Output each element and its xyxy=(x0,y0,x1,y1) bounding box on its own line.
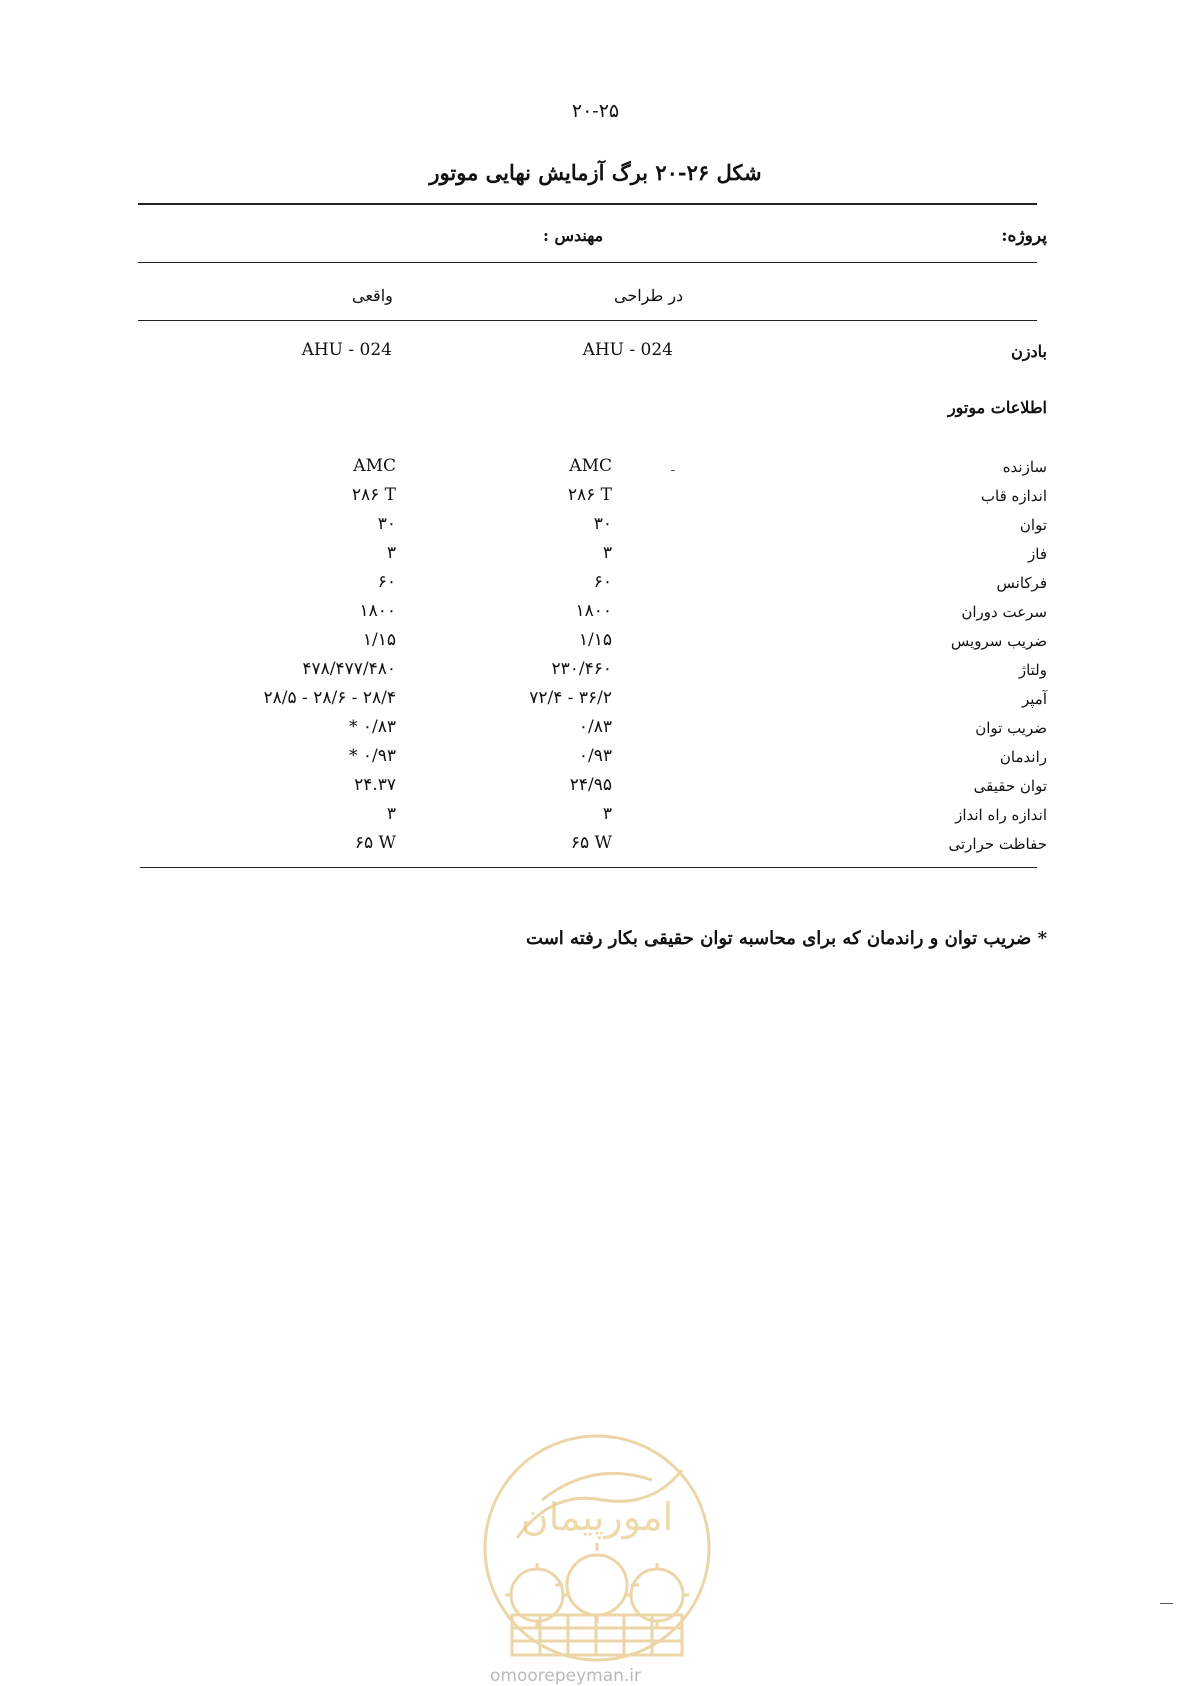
page-number: ۲۰-۲۵ xyxy=(571,100,620,122)
row-actual-5: ۱۸۰۰ xyxy=(359,601,396,621)
watermark-logo xyxy=(482,1430,712,1665)
columns-rule xyxy=(138,320,1037,321)
row-design-0: AMC xyxy=(569,456,612,476)
row-label-1: اندازه قاب xyxy=(980,487,1047,505)
row-design-12: ۳ xyxy=(602,804,612,824)
section-title: اطلاعات موتور xyxy=(947,398,1047,417)
row-label-0: سازنده xyxy=(1002,458,1047,476)
row-actual-11: ۲۴.۳۷ xyxy=(354,775,396,795)
row-actual-6: ۱/۱۵ xyxy=(362,630,396,650)
row-design-9: ۰/۸۳ xyxy=(578,717,612,737)
row-label-11: توان حقیقی xyxy=(973,777,1047,795)
row-label-12: اندازه راه انداز xyxy=(955,806,1047,824)
edge-dash-mark xyxy=(1160,1603,1173,1604)
engineer-label: مهندس : xyxy=(543,226,604,245)
row-design-10: ۰/۹۳ xyxy=(578,746,612,766)
row-actual-9: * ۰/۸۳ xyxy=(348,717,396,737)
row-actual-3: ۳ xyxy=(386,543,396,563)
project-label: پروژه: xyxy=(1001,226,1047,246)
top-rule xyxy=(138,203,1037,205)
fan-design-value: AHU - 024 xyxy=(582,340,673,360)
row-design-13: ۶۵ W xyxy=(570,833,612,853)
row-design-1: ۲۸۶ T xyxy=(567,485,612,505)
row-actual-8: ۲۸/۵ - ۲۸/۶ - ۲۸/۴ xyxy=(263,688,396,708)
row-design-7: ۲۳۰/۴۶۰ xyxy=(551,659,612,679)
row-label-3: فاز xyxy=(1028,545,1047,563)
row-design-5: ۱۸۰۰ xyxy=(575,601,612,621)
row-design-3: ۳ xyxy=(602,543,612,563)
figure-title: شکل ۲۶-۲۰ برگ آزمایش نهایی موتور xyxy=(429,160,762,185)
footnote: * ضریب توان و راندمان که برای محاسبه توان حقیقی بکار رفته است xyxy=(526,928,1047,949)
row-label-7: ولتاژ xyxy=(1018,661,1047,679)
row-label-4: فرکانس xyxy=(996,574,1047,592)
fan-label: بادزن xyxy=(1011,342,1047,361)
row-design-2: ۳۰ xyxy=(593,514,612,534)
row-design-8: ۷۲/۴ - ۳۶/۲ xyxy=(529,688,612,708)
row-actual-1: ۲۸۶ T xyxy=(351,485,396,505)
row-actual-10: * ۰/۹۳ xyxy=(348,746,396,766)
row-actual-7: ۴۷۸/۴۷۷/۴۸۰ xyxy=(302,659,396,679)
row-actual-12: ۳ xyxy=(386,804,396,824)
row-label-13: حفاظت حرارتی xyxy=(948,835,1047,853)
row-label-10: راندمان xyxy=(999,748,1047,766)
small-dash-mark xyxy=(671,470,675,471)
row-actual-4: ۶۰ xyxy=(377,572,396,592)
row-design-11: ۲۴/۹۵ xyxy=(569,775,612,795)
column-design-header: در طراحی xyxy=(614,286,684,305)
header-rule xyxy=(138,262,1037,263)
fan-actual-value: AHU - 024 xyxy=(301,340,392,360)
row-label-5: سرعت دوران xyxy=(961,603,1047,621)
row-design-6: ۱/۱۵ xyxy=(578,630,612,650)
row-actual-2: ۳۰ xyxy=(377,514,396,534)
column-actual-header: واقعی xyxy=(352,286,393,305)
row-actual-13: ۶۵ W xyxy=(354,833,396,853)
row-label-6: ضریب سرویس xyxy=(950,632,1047,650)
row-actual-0: AMC xyxy=(353,456,396,476)
watermark-site: omoorepeyman.ir xyxy=(490,1666,642,1686)
row-label-2: توان xyxy=(1019,516,1047,534)
row-label-9: ضریب توان xyxy=(975,719,1047,737)
bottom-rule xyxy=(140,867,1037,868)
watermark-logo-text: امورپیمان xyxy=(520,1495,674,1539)
row-label-8: آمپر xyxy=(1021,690,1047,708)
row-design-4: ۶۰ xyxy=(593,572,612,592)
